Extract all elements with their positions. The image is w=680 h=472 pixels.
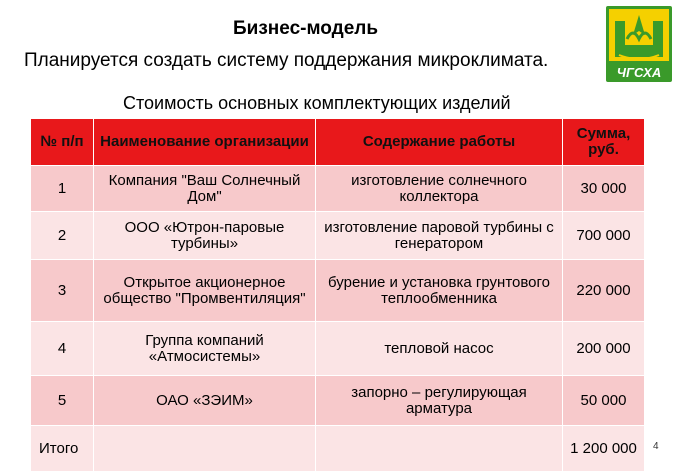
table-row	[31, 260, 645, 322]
row-organization: Компания "Ваш Солнечный Дом"	[94, 166, 316, 212]
row-organization: Группа компаний «Атмосистемы»	[94, 322, 316, 376]
header-organization: Наименование организации	[94, 119, 316, 166]
total-organization	[94, 426, 316, 472]
row-work: запорно – регулирующая арматура	[316, 376, 563, 426]
total-work	[316, 426, 563, 472]
row-sum: 200 000	[563, 322, 645, 376]
table-header-row	[31, 119, 645, 166]
table-caption: Стоимость основных комплектующих изделий	[123, 93, 511, 113]
row-work: тепловой насос	[316, 322, 563, 376]
table-row	[31, 376, 645, 426]
row-work: изготовление солнечного коллектора	[316, 166, 563, 212]
cost-table	[30, 118, 645, 472]
row-work: бурение и установка грунтового теплообменника	[316, 260, 563, 322]
slide-subtitle: Планируется создать систему поддержания микроклимата.	[24, 50, 549, 71]
row-number: 3	[31, 260, 94, 322]
academy-logo	[605, 5, 673, 83]
slide-title: Бизнес-модель	[233, 18, 379, 39]
header-number: № п/п	[31, 119, 94, 166]
row-organization: ООО «Ютрон-паровые турбины»	[94, 212, 316, 260]
table-row	[31, 322, 645, 376]
row-sum: 30 000	[563, 166, 645, 212]
row-number: 2	[31, 212, 94, 260]
page-number: 4	[653, 441, 659, 452]
total-sum: 1 200 000	[563, 426, 645, 472]
row-number: 1	[31, 166, 94, 212]
table-row	[31, 166, 645, 212]
logo-text: ЧГСХА	[616, 65, 662, 80]
row-organization: ОАО «ЗЭИМ»	[94, 376, 316, 426]
row-organization: Открытое акционерное общество "Промвентиляция"	[94, 260, 316, 322]
table-row	[31, 212, 645, 260]
row-work: изготовление паровой турбины с генератором	[316, 212, 563, 260]
row-sum: 700 000	[563, 212, 645, 260]
row-number: 4	[31, 322, 94, 376]
row-sum: 50 000	[563, 376, 645, 426]
row-sum: 220 000	[563, 260, 645, 322]
row-number: 5	[31, 376, 94, 426]
header-work: Содержание работы	[316, 119, 563, 166]
header-sum: Сумма, руб.	[563, 119, 645, 166]
total-row	[31, 426, 645, 472]
total-label: Итого	[31, 426, 94, 472]
